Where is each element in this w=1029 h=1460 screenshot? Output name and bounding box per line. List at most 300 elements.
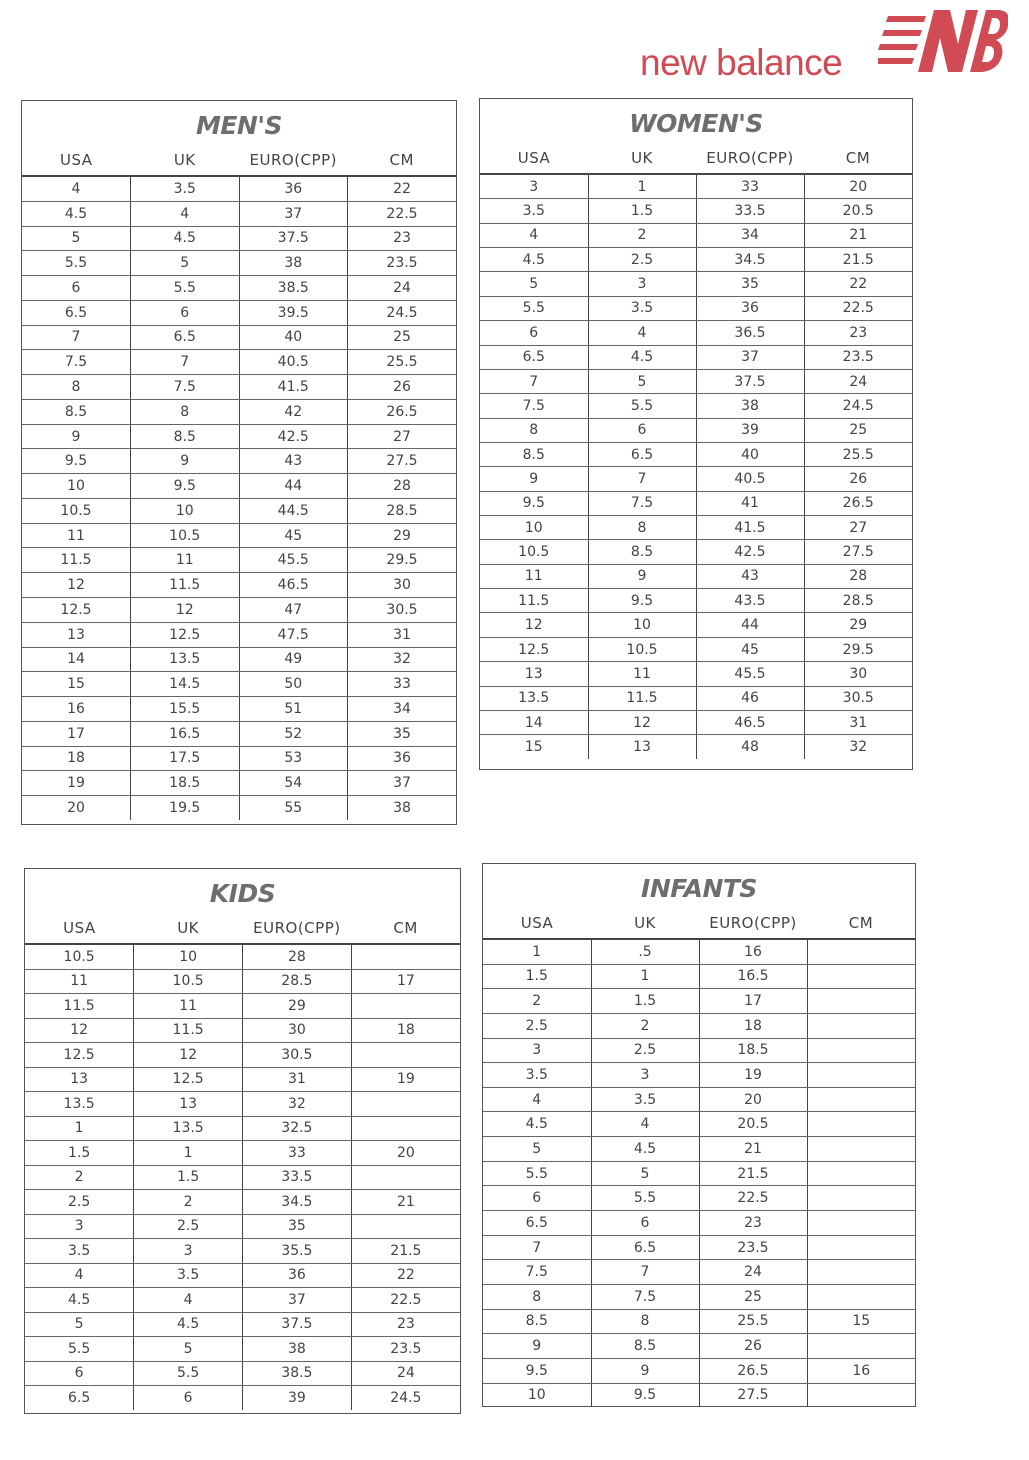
size-cell-cm: 29.5	[804, 637, 912, 661]
size-cell-euro: 41.5	[696, 516, 804, 540]
size-cell-usa: 11	[25, 969, 134, 994]
table-row	[22, 771, 456, 796]
size-cell-usa: 11	[22, 523, 131, 548]
size-cell-cm: 22	[804, 272, 912, 296]
size-cell-uk: 1	[591, 964, 699, 989]
size-cell-uk: 5.5	[134, 1361, 243, 1386]
size-cell-usa: 1.5	[25, 1141, 134, 1166]
size-cell-cm	[807, 1284, 915, 1309]
size-cell-usa: 2.5	[483, 1013, 591, 1038]
chart-title: KIDS	[209, 879, 276, 908]
size-cell-cm: 24	[351, 1361, 460, 1386]
size-cell-uk: 4	[591, 1112, 699, 1137]
table-row	[483, 1235, 915, 1260]
table-row	[22, 622, 456, 647]
table-row	[480, 491, 912, 515]
size-cell-usa: 9.5	[480, 491, 588, 515]
size-cell-cm: 38	[393, 800, 411, 817]
size-cell-euro: 21	[699, 1137, 807, 1162]
size-cell-uk: 8.5	[591, 1334, 699, 1359]
size-cell-usa: 9	[22, 424, 131, 449]
size-cell-usa: 10	[483, 1383, 591, 1407]
size-cell-uk: 2.5	[588, 248, 696, 272]
size-cell-uk: 8.5	[588, 540, 696, 564]
size-cell-uk: 2.5	[134, 1214, 243, 1239]
size-cell-euro: 42.5	[239, 424, 348, 449]
size-cell-euro: 44	[696, 613, 804, 637]
size-cell-euro: 23.5	[699, 1235, 807, 1260]
size-cell-usa: 5.5	[25, 1337, 134, 1362]
size-cell-cm: 27	[804, 516, 912, 540]
size-cell-uk: 9.5	[131, 474, 240, 499]
size-cell-uk: 1	[134, 1141, 243, 1166]
size-cell-cm: 26	[804, 467, 912, 491]
size-cell-uk: 1.5	[588, 199, 696, 223]
size-cell-cm	[807, 1161, 915, 1186]
size-cell-uk: 2	[588, 223, 696, 247]
size-cell-usa: 5.5	[483, 1161, 591, 1186]
table-row	[22, 226, 456, 251]
kids-size-chart	[24, 868, 461, 1414]
table-row	[480, 467, 912, 491]
table-row	[483, 940, 915, 964]
size-cell-uk: 14.5	[131, 672, 240, 697]
size-cell-cm: 23.5	[351, 1337, 460, 1362]
chart-title: WOMEN'S	[629, 109, 763, 138]
size-cell-euro: 40.5	[239, 350, 348, 375]
column-headers	[22, 151, 456, 169]
size-cell-cm: 21	[804, 223, 912, 247]
table-row	[25, 1043, 460, 1068]
size-cell-usa: 6	[22, 276, 131, 301]
size-cell-usa: 15	[480, 735, 588, 759]
size-cell-cm: 33	[348, 672, 457, 697]
size-cell-cm: 24	[348, 276, 457, 301]
table-row	[25, 1141, 460, 1166]
size-cell-uk: 3.5	[134, 1263, 243, 1288]
size-cell-euro: 50	[239, 672, 348, 697]
size-cell-euro: 30	[243, 1018, 352, 1043]
size-cell-cm: 35	[348, 721, 457, 746]
size-cell-uk: 6	[134, 1386, 243, 1410]
size-cell-cm: 37	[348, 771, 457, 796]
size-cell-uk: 4.5	[131, 226, 240, 251]
size-cell-euro: 30.5	[243, 1043, 352, 1068]
size-cell-euro: 38.5	[243, 1361, 352, 1386]
size-cell-uk: 3	[134, 1239, 243, 1264]
size-cell-cm: 24.5	[390, 1389, 422, 1406]
size-cell-uk: 5	[588, 369, 696, 393]
size-cell-usa: 7.5	[483, 1260, 591, 1285]
size-cell-usa: 15	[22, 672, 131, 697]
size-cell-euro: 43	[696, 564, 804, 588]
size-cell-euro: 46.5	[696, 710, 804, 734]
size-cell-cm: 26.5	[804, 491, 912, 515]
size-cell-uk: 6	[591, 1211, 699, 1236]
size-cell-euro: 36	[243, 1263, 352, 1288]
size-cell-euro: 19	[699, 1063, 807, 1088]
col-head-usa: USA	[520, 914, 554, 932]
size-cell-uk: 3.5	[591, 1087, 699, 1112]
size-cell-usa: 8.5	[480, 442, 588, 466]
size-cell-euro: 52	[239, 721, 348, 746]
size-cell-euro: 25	[699, 1284, 807, 1309]
size-cell-usa: 6.5	[480, 345, 588, 369]
size-cell-cm: 36	[348, 746, 457, 771]
size-cell-cm	[351, 994, 460, 1019]
size-cell-euro: 18	[699, 1013, 807, 1038]
size-cell-usa: 18	[22, 746, 131, 771]
size-cell-uk: 11.5	[131, 573, 240, 598]
table-row	[483, 964, 915, 989]
size-cell-cm: 31	[348, 622, 457, 647]
size-cell-usa: 6	[480, 321, 588, 345]
size-cell-cm: 22.5	[351, 1288, 460, 1313]
size-cell-euro: 37.5	[243, 1312, 352, 1337]
size-cell-uk: 12.5	[134, 1067, 243, 1092]
table-row	[480, 589, 912, 613]
col-head-uk: UK	[631, 149, 653, 167]
size-cell-euro: 16	[699, 940, 807, 964]
column-headers	[483, 914, 915, 932]
size-cell-cm: 24.5	[348, 300, 457, 325]
table-row	[483, 1309, 915, 1334]
size-cell-usa: 12.5	[480, 637, 588, 661]
table-row	[483, 989, 915, 1014]
table-row	[22, 598, 456, 623]
size-cell-uk: .5	[591, 940, 699, 964]
table-row	[480, 564, 912, 588]
size-cell-usa: 11	[480, 564, 588, 588]
size-table	[25, 945, 460, 1410]
size-cell-uk: 2	[134, 1190, 243, 1215]
table-row	[480, 686, 912, 710]
size-cell-euro: 34	[696, 223, 804, 247]
size-cell-uk: 7	[131, 350, 240, 375]
size-cell-cm	[351, 1116, 460, 1141]
size-cell-cm: 29.5	[348, 548, 457, 573]
size-cell-usa: 3	[483, 1038, 591, 1063]
size-cell-uk: 13.5	[131, 647, 240, 672]
size-cell-euro: 36.5	[696, 321, 804, 345]
size-cell-usa: 3	[480, 175, 588, 199]
size-cell-euro: 18.5	[699, 1038, 807, 1063]
size-cell-usa: 13.5	[480, 686, 588, 710]
size-cell-euro: 53	[239, 746, 348, 771]
size-table	[483, 940, 915, 1407]
size-cell-euro: 29	[243, 994, 352, 1019]
size-cell-uk: 10.5	[588, 637, 696, 661]
col-head-cm: CM	[845, 149, 871, 167]
table-row	[480, 248, 912, 272]
infants-size-chart	[482, 863, 916, 1407]
size-cell-cm	[351, 945, 460, 969]
size-cell-euro: 35	[243, 1214, 352, 1239]
size-cell-cm: 27.5	[804, 540, 912, 564]
size-cell-uk: 5	[591, 1161, 699, 1186]
size-cell-cm: 23	[348, 226, 457, 251]
table-row	[22, 697, 456, 722]
size-cell-euro: 47	[239, 598, 348, 623]
size-cell-usa: 10.5	[22, 498, 131, 523]
table-row	[480, 637, 912, 661]
col-head-euro: EURO(CPP)	[706, 149, 794, 167]
size-cell-euro: 44.5	[239, 498, 348, 523]
table-row	[25, 1239, 460, 1264]
size-cell-uk: 19.5	[131, 796, 240, 820]
size-cell-uk: 1.5	[134, 1165, 243, 1190]
size-cell-uk: 2.5	[591, 1038, 699, 1063]
size-cell-usa: 8	[483, 1284, 591, 1309]
size-cell-uk: 18.5	[131, 771, 240, 796]
size-cell-usa: 1	[483, 940, 591, 964]
size-cell-usa: 3	[25, 1214, 134, 1239]
size-cell-cm: 34	[348, 697, 457, 722]
size-cell-cm: 21	[351, 1190, 460, 1215]
size-cell-uk: 11.5	[134, 1018, 243, 1043]
col-head-cm: CM	[393, 919, 418, 937]
size-cell-uk: 7	[588, 467, 696, 491]
size-cell-usa: 12.5	[25, 1043, 134, 1068]
size-cell-usa: 3.5	[480, 199, 588, 223]
size-cell-euro: 40	[239, 325, 348, 350]
size-cell-uk: 9.5	[588, 589, 696, 613]
table-row	[22, 251, 456, 276]
size-cell-usa: 9	[483, 1334, 591, 1359]
size-table	[480, 175, 912, 759]
size-cell-euro: 45.5	[696, 662, 804, 686]
table-row	[22, 350, 456, 375]
size-cell-cm: 20	[351, 1141, 460, 1166]
table-row	[22, 573, 456, 598]
size-cell-usa: 6	[483, 1186, 591, 1211]
size-cell-cm: 25	[348, 325, 457, 350]
column-headers	[25, 919, 460, 937]
size-cell-cm	[807, 1235, 915, 1260]
size-cell-uk: 5.5	[591, 1186, 699, 1211]
size-cell-cm	[807, 1087, 915, 1112]
table-row	[25, 1386, 460, 1410]
size-cell-euro: 20	[699, 1087, 807, 1112]
size-cell-cm	[807, 1112, 915, 1137]
size-cell-usa: 13	[480, 662, 588, 686]
size-cell-usa: 13	[25, 1067, 134, 1092]
size-cell-usa: 9.5	[483, 1358, 591, 1383]
size-cell-cm	[351, 1043, 460, 1068]
size-cell-usa: 8	[22, 375, 131, 400]
size-cell-uk: 6	[588, 418, 696, 442]
size-cell-euro: 33	[696, 175, 804, 199]
size-cell-usa: 2	[483, 989, 591, 1014]
table-row	[25, 1165, 460, 1190]
size-cell-cm: 26.5	[348, 399, 457, 424]
size-cell-usa: 11.5	[480, 589, 588, 613]
size-cell-cm: 23.5	[804, 345, 912, 369]
size-cell-euro: 46	[696, 686, 804, 710]
size-cell-uk: 6.5	[131, 325, 240, 350]
size-cell-uk: 1.5	[591, 989, 699, 1014]
size-cell-usa: 8.5	[22, 399, 131, 424]
size-cell-uk: 10.5	[131, 523, 240, 548]
size-cell-euro: 23	[699, 1211, 807, 1236]
size-cell-uk: 4	[131, 201, 240, 226]
table-row	[480, 272, 912, 296]
col-head-usa: USA	[517, 149, 551, 167]
size-cell-euro: 27.5	[699, 1383, 807, 1407]
table-row	[25, 969, 460, 994]
table-row	[480, 175, 912, 199]
size-cell-euro: 37.5	[696, 369, 804, 393]
size-cell-euro: 34.5	[696, 248, 804, 272]
col-head-usa: USA	[59, 151, 93, 169]
table-row	[483, 1383, 915, 1407]
table-row	[25, 1337, 460, 1362]
size-cell-cm	[807, 1063, 915, 1088]
size-cell-uk: 9.5	[591, 1383, 699, 1407]
size-cell-uk: 10	[588, 613, 696, 637]
size-cell-uk: 16.5	[131, 721, 240, 746]
size-cell-euro: 37.5	[239, 226, 348, 251]
table-row	[480, 442, 912, 466]
table-row	[483, 1260, 915, 1285]
table-row	[25, 1067, 460, 1092]
chart-title: INFANTS	[641, 874, 757, 903]
table-row	[22, 399, 456, 424]
size-cell-uk: 8	[588, 516, 696, 540]
size-cell-euro: 35	[696, 272, 804, 296]
table-row	[483, 1063, 915, 1088]
table-row	[25, 945, 460, 969]
size-cell-cm: 21.5	[804, 248, 912, 272]
size-cell-cm	[807, 1137, 915, 1162]
size-cell-cm: 28.5	[348, 498, 457, 523]
size-cell-cm	[807, 1211, 915, 1236]
size-cell-usa: 6.5	[25, 1386, 134, 1410]
size-cell-euro: 42.5	[696, 540, 804, 564]
size-cell-euro: 28	[243, 945, 352, 969]
size-cell-uk: 4.5	[588, 345, 696, 369]
size-cell-uk: 12	[131, 598, 240, 623]
size-cell-uk: 7.5	[131, 375, 240, 400]
size-cell-usa: 13	[22, 622, 131, 647]
size-cell-cm: 22	[348, 177, 457, 201]
size-cell-usa: 8	[480, 418, 588, 442]
size-cell-cm: 32	[849, 738, 868, 755]
size-cell-cm: 30	[804, 662, 912, 686]
size-cell-uk: 10.5	[134, 969, 243, 994]
col-head-cm: CM	[848, 914, 874, 932]
nb-logo-icon	[878, 6, 1008, 80]
size-cell-uk: 4.5	[591, 1137, 699, 1162]
size-cell-usa: 3.5	[25, 1239, 134, 1264]
chart-header	[25, 869, 460, 945]
size-cell-euro: 16.5	[699, 964, 807, 989]
size-cell-euro: 32	[243, 1092, 352, 1117]
size-cell-cm: 30.5	[348, 598, 457, 623]
size-cell-cm: 17	[351, 969, 460, 994]
size-cell-cm	[351, 1214, 460, 1239]
size-cell-cm: 28	[348, 474, 457, 499]
size-cell-usa: 14	[22, 647, 131, 672]
size-cell-usa: 12	[22, 573, 131, 598]
size-cell-usa: 5	[480, 272, 588, 296]
size-cell-usa: 5.5	[480, 296, 588, 320]
size-cell-euro: 49	[239, 647, 348, 672]
size-cell-cm: 16	[807, 1358, 915, 1383]
size-cell-usa: 4	[483, 1087, 591, 1112]
size-cell-uk: 11	[131, 548, 240, 573]
size-cell-usa: 10	[480, 516, 588, 540]
size-cell-cm: 30	[348, 573, 457, 598]
size-cell-usa: 10.5	[480, 540, 588, 564]
womens-size-chart	[479, 98, 913, 770]
table-row	[483, 1358, 915, 1383]
table-row	[480, 369, 912, 393]
size-cell-usa: 4	[25, 1263, 134, 1288]
size-cell-uk: 6	[131, 300, 240, 325]
size-cell-cm	[807, 1013, 915, 1038]
size-cell-uk: 13	[588, 735, 696, 759]
size-cell-cm	[807, 989, 915, 1014]
size-cell-euro: 42	[239, 399, 348, 424]
size-cell-uk: 8.5	[131, 424, 240, 449]
size-cell-euro: 38	[243, 1337, 352, 1362]
size-cell-usa: 4.5	[22, 201, 131, 226]
size-cell-euro: 21.5	[699, 1161, 807, 1186]
table-row	[480, 223, 912, 247]
size-cell-euro: 37	[239, 201, 348, 226]
table-row	[25, 1190, 460, 1215]
size-cell-cm: 27	[348, 424, 457, 449]
col-head-usa: USA	[63, 919, 96, 937]
size-cell-cm: 27.5	[348, 449, 457, 474]
size-cell-uk: 12	[134, 1043, 243, 1068]
size-cell-cm: 26	[348, 375, 457, 400]
table-row	[22, 424, 456, 449]
col-head-uk: UK	[177, 919, 200, 937]
size-cell-uk: 11.5	[588, 686, 696, 710]
table-row	[22, 746, 456, 771]
size-cell-euro: 33	[243, 1141, 352, 1166]
size-cell-usa: 9	[480, 467, 588, 491]
table-row	[483, 1284, 915, 1309]
size-cell-euro: 41	[696, 491, 804, 515]
table-row	[22, 201, 456, 226]
table-row	[25, 1288, 460, 1313]
size-cell-euro: 46.5	[239, 573, 348, 598]
table-row	[22, 375, 456, 400]
size-cell-usa: 14	[480, 710, 588, 734]
size-cell-euro: 35.5	[243, 1239, 352, 1264]
size-cell-uk: 8	[131, 399, 240, 424]
size-cell-euro: 22.5	[699, 1186, 807, 1211]
size-cell-euro: 24	[699, 1260, 807, 1285]
table-row	[25, 1263, 460, 1288]
size-cell-cm	[807, 964, 915, 989]
table-row	[25, 1018, 460, 1043]
size-cell-euro: 45.5	[239, 548, 348, 573]
size-cell-uk: 3	[588, 272, 696, 296]
size-cell-cm: 25.5	[348, 350, 457, 375]
size-cell-cm: 23	[804, 321, 912, 345]
brand-header	[640, 6, 1015, 88]
size-cell-uk: 9	[591, 1358, 699, 1383]
size-cell-euro: 26.5	[699, 1358, 807, 1383]
table-row	[480, 296, 912, 320]
size-cell-usa: 12	[25, 1018, 134, 1043]
size-table	[22, 177, 456, 820]
size-cell-uk: 11	[588, 662, 696, 686]
